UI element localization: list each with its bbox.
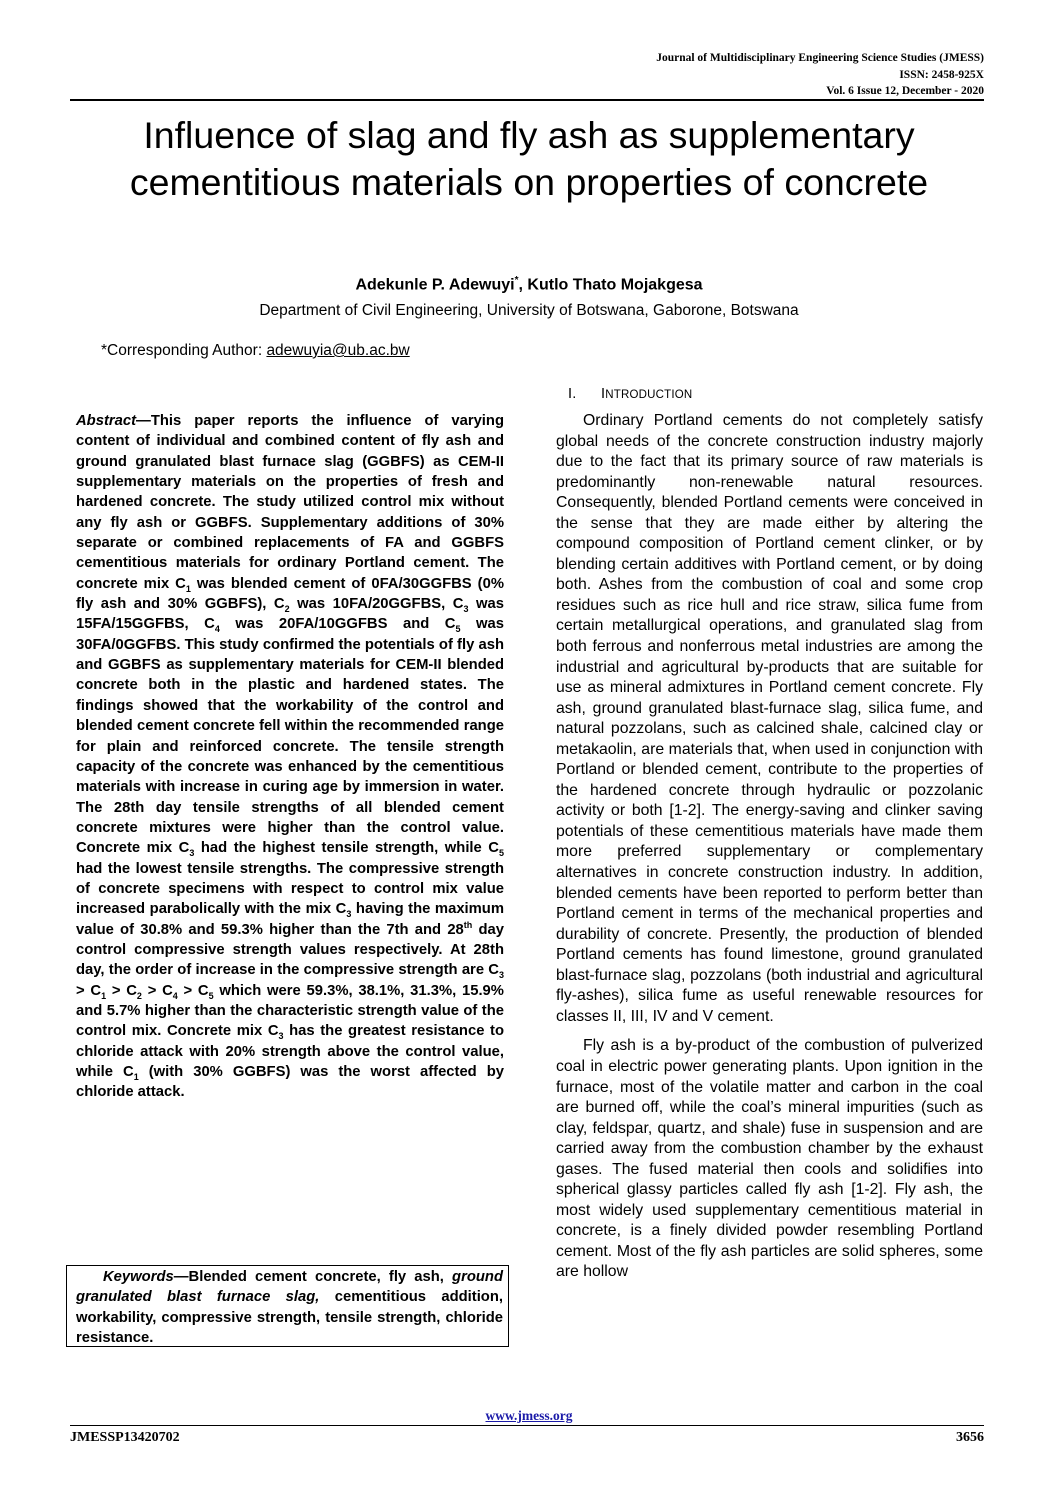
abstract-text: was 10FA/20GGFBS, C bbox=[289, 596, 464, 613]
subscript: 1 bbox=[133, 1071, 139, 1082]
subscript: 1 bbox=[101, 990, 107, 1001]
subscript: 5 bbox=[455, 624, 461, 635]
subscript: 2 bbox=[136, 990, 142, 1001]
subscript: 3 bbox=[498, 970, 504, 981]
affiliation: Department of Civil Engineering, University of Botswana, Gaborone, Botswana bbox=[259, 302, 799, 319]
section-number: I. bbox=[568, 386, 577, 402]
abstract-text: > C bbox=[141, 982, 173, 999]
intro-paragraph-2: Fly ash is a by-product of the combustion of pulverized coal in electric power generating plants. Upon ignition in the furnace, most of the volatile matter and carbon in the coal are burned off, while the coal’s mineral impurities (such as clay, feldspar, quartz, and shale) fuse in suspension and are carried away from the combustion chamber by the exhaust gases. The fused material then cools and solidifies into spherical glassy particles called fly ash [1-2]. Fly ash, the most widely used supplementary cementitious material in concrete, is a finely divided powder resembling Portland cement. Most of the fly ash particles are solid spheres, some are hollow bbox=[556, 1037, 983, 1281]
abstract-text: was 20FA/10GGFBS and C bbox=[219, 616, 456, 633]
abstract-text: had the highest tensile strength, while C bbox=[194, 840, 499, 857]
keywords-dash: — bbox=[173, 1269, 189, 1285]
corresponding-email-link[interactable]: adewuyia@ub.ac.bw bbox=[266, 342, 410, 359]
keywords-text: Blended cement concrete, fly ash, bbox=[188, 1269, 453, 1285]
abstract-text: > C bbox=[177, 982, 209, 999]
keywords-text: cementitious addition, workability, compressive strength, tensile strength, chloride resistance. bbox=[76, 1289, 503, 1347]
abstract bbox=[76, 411, 504, 1103]
abstract-text: (with 30% GGBFS) was the worst affected by chloride attack. bbox=[76, 1064, 504, 1101]
abstract-dash: — bbox=[136, 413, 151, 429]
footer-paper-id: JMESSP13420702 bbox=[70, 1430, 180, 1445]
subscript: 4 bbox=[214, 624, 220, 635]
left-column bbox=[76, 411, 504, 1103]
header-rule bbox=[70, 99, 984, 101]
abstract-text: which were 59.3%, 38.1%, 31.3%, 15.9% and 5.7% higher than the characteristic strength value of the control mix. Concrete mix C bbox=[76, 982, 504, 1040]
abstract-text: was blended cement of 0FA/30GGFBS (0% fly ash and 30% GGBFS), C bbox=[76, 575, 504, 613]
keywords-lead: Keywords bbox=[103, 1269, 174, 1285]
subscript: 4 bbox=[172, 990, 178, 1001]
abstract-text: was 30FA/0GGFBS. This study confirmed the potentials of fly ash and GGBFS as supplementary materials for CEM-II blended concrete both in the plastic and hardened states. The findings showed that the workability of the control and blended cement concrete fell within the recommended range for plain and reinforced concrete. The tensile strength capacity of the concrete was enhanced by the cementitious materials with increase in curing age by immersion in water. The 28th day tensile strengths of all blended cement concrete mixtures were higher than the control value. Concrete mix C bbox=[76, 616, 504, 857]
author-separator: , bbox=[518, 276, 528, 294]
author-second: Kutlo Thato Mojakgesa bbox=[527, 276, 703, 294]
abstract-text: > C bbox=[76, 982, 102, 999]
subscript: 3 bbox=[463, 604, 469, 615]
corresponding-author bbox=[101, 341, 410, 361]
subscript: 3 bbox=[346, 909, 352, 920]
right-column bbox=[556, 384, 983, 1283]
abstract-text: was 15FA/15GGFBS, C bbox=[76, 596, 504, 633]
journal-issn: ISSN: 2458-925X bbox=[899, 68, 984, 81]
author-line bbox=[70, 271, 988, 295]
section-heading-rest: NTRODUCTION bbox=[605, 389, 693, 401]
corresponding-label: *Corresponding Author: bbox=[101, 342, 267, 359]
abstract-text: has the greatest resistance to chloride attack with 20% strength above the control value, while C bbox=[76, 1023, 505, 1080]
footer-website-link[interactable]: www.jmess.org bbox=[485, 1408, 573, 1423]
superscript: th bbox=[463, 919, 473, 930]
subscript: 5 bbox=[208, 990, 214, 1001]
abstract-text: having the maximum value of 30.8% and 59.3% higher than the 7th and 28 bbox=[76, 901, 505, 938]
journal-volume: Vol. 6 Issue 12, December - 2020 bbox=[826, 85, 984, 97]
subscript: 5 bbox=[498, 848, 504, 859]
paper-title: Influence of slag and fly ash as supplementary cementitious materials on properties of concrete bbox=[129, 114, 929, 203]
abstract-text: had the lowest tensile strengths. The compressive strength of concrete specimens with respect to control mix value increased parabolically with the mix C bbox=[76, 860, 504, 918]
journal-header bbox=[656, 50, 984, 100]
subscript: 1 bbox=[185, 583, 191, 594]
author-first: Adekunle P. Adewuyi bbox=[355, 276, 515, 294]
section-heading bbox=[568, 384, 983, 405]
abstract-text: day control compressive strength values respectively. At 28th day, the order of increase in the compressive strength are C bbox=[76, 921, 504, 979]
footer-page-number: 3656 bbox=[956, 1430, 984, 1445]
subscript: 3 bbox=[189, 848, 195, 859]
abstract-text: This paper reports the influence of varying content of individual and combined content of fly ash and ground granulated blast furnace slag (GGBFS) as CEM-II supplementary materials on the properties of fresh and hardened concrete. The study utilized control mix without any fly ash or GGBFS. Supplementary additions of 30% separate or combined replacements of FA and GGBFS cementitious materials for ordinary Portland cement. The concrete mix C bbox=[76, 413, 504, 592]
subscript: 3 bbox=[278, 1031, 284, 1042]
journal-name: Journal of Multidisciplinary Engineering Science Studies (JMESS) bbox=[656, 52, 984, 64]
abstract-text: > C bbox=[106, 982, 137, 999]
footer-rule bbox=[70, 1425, 984, 1426]
corresponding-mark: * bbox=[514, 275, 519, 286]
intro-paragraph-1: Ordinary Portland cements do not completely satisfy global needs of the concrete construction industry majorly due to the fact that its primary source of raw materials is predominantly non-renewable natural resources. Consequently, blended Portland cements were conceived in the sense that they are made either by altering the compound composition of Portland cement clinker, or by blending certain additives with Portland cement, or by doing both. Ashes from the combustion of coal and some crop residues such as rice hull and rice straw, silica fume from certain metallurgical operations, and granulated slag from both ferrous and nonferrous metal industries are among the industrial and agricultural by-products that are suitable for use as mineral admixtures in Portland cement concrete. Fly ash, ground granulated blast-furnace slag, silica fume, and natural pozzolans, such as calcined shale, calcined clay or metakaolin, are materials that, when used in conjunction with Portland or blended cement, contribute to the properties of the hardened concrete through hydraulic or pozzolanic activity or both [1-2]. The energy-saving and clinker saving potentials of these cementitious materials have made them more preferred supplementary or complementary alternatives in concrete construction industry. In addition, blended cements have been reported to perform better than Portland cement in terms of the mechanical properties and durability of concrete. Presently, the production of blended Portland cements has found limestone, ground granulated blast-furnace slag, pozzolans (both industrial and agricultural fly-ashes), silica fume as useful renewable resources for classes II, III, IV and V cement. bbox=[556, 412, 983, 1025]
abstract-lead: Abstract bbox=[76, 413, 137, 429]
keywords bbox=[76, 1267, 503, 1348]
section-heading-initial: I bbox=[601, 386, 606, 402]
subscript: 2 bbox=[284, 604, 290, 615]
keywords-italic: ground granulated blast furnace slag, bbox=[76, 1269, 503, 1306]
